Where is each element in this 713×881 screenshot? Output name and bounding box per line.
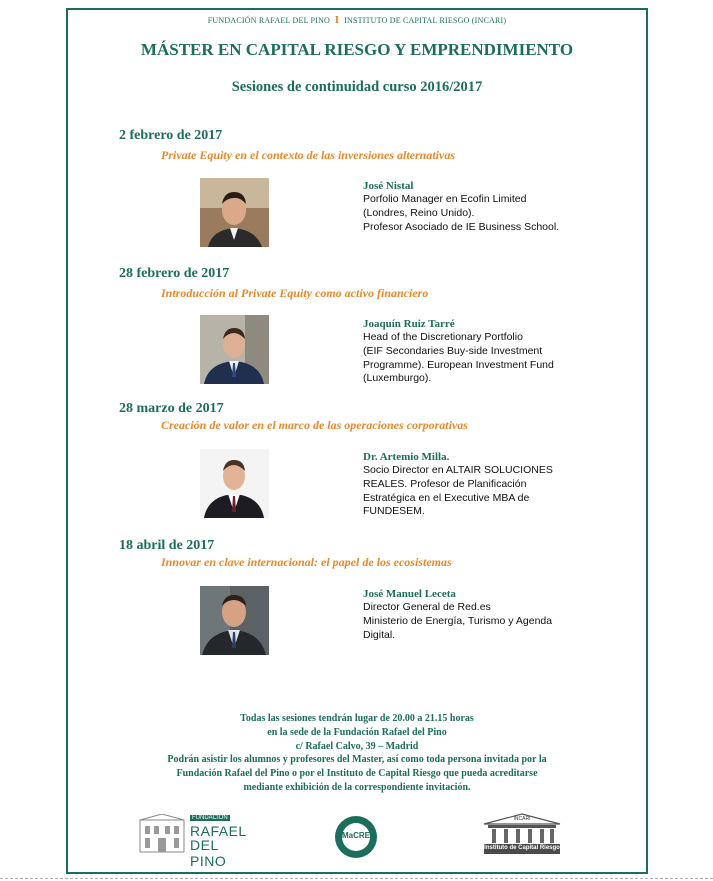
speaker-line: Digital. [363,628,396,641]
speaker-line: Profesor Asociado de IE Business School. [363,220,560,233]
header-left: FUNDACIÓN RAFAEL DEL PINO [207,16,331,25]
session-date: 28 febrero de 2017 [119,266,230,281]
speaker-photo [200,178,269,247]
session-topic: Introducción al Private Equity como activo financiero [161,286,429,300]
page-divider [0,878,713,879]
speaker-line: REALES. Profesor de Planificación [363,477,527,490]
logo-text: RAFAEL [190,823,247,839]
incari-logo [478,812,566,856]
footer-line: Todas las sesiones tendrán lugar de 20.00 a 21.15 horas [240,713,474,724]
footer-line: Fundación Rafael del Pino o por el Instituto de Capital Riesgo que pueda acreditarse [176,768,538,780]
page-title: MÁSTER EN CAPITAL RIESGO Y EMPRENDIMIENTO [140,40,574,59]
footer-line: mediante exhibición de la correspondiente invitación. [243,781,471,793]
header-right: INSTITUTO DE CAPITAL RIESGO (INCARI) [344,16,507,25]
speaker-name: José Manuel Leceta [363,588,456,600]
speaker-info [363,451,623,519]
footer-line: c/ Rafael Calvo, 39 – Madrid [295,740,419,752]
footer-line: en la sede de la Fundación Rafael del Pino [267,726,447,738]
logo-text: FUNDACIÓN [192,815,228,821]
speaker-line: Programme). European Investment Fund [363,358,554,371]
logo-text: INCARI [513,816,531,822]
session-topic: Innovar en clave internacional: el papel de los ecosistemas [161,555,452,569]
fundacion-rafael-del-pino-logo [138,812,253,869]
session-topic: Creación de valor en el marco de las operaciones corporativas [161,418,468,432]
page-subtitle: Sesiones de continuidad curso 2016/2017 [231,79,483,95]
speaker-line: Porfolio Manager en Ecofin Limited [363,193,527,205]
footer-info [68,712,646,795]
speaker-line: (EIF Secondaries Buy-side Investment [363,344,543,357]
session-topic: Private Equity en el contexto de las inversiones alternativas [161,148,455,162]
speaker-line: Head of the Discretionary Portfolio [363,331,523,343]
speaker-info [363,588,623,642]
logo-text: MaCRE [341,831,370,840]
speaker-name: Joaquín Ruiz Tarré [363,318,455,330]
session-date: 2 febrero de 2017 [119,128,223,143]
speaker-info [363,180,623,234]
logo-text: Instituto de Capital Riesgo [484,845,560,851]
speaker-line: FUNDESEM. [363,505,425,518]
speaker-line: Director General de Red.es [363,601,491,613]
speaker-name: Dr. Artemio Milla. [363,451,450,463]
session-date: 28 marzo de 2017 [119,401,224,416]
session-date: 18 abril de 2017 [119,538,215,553]
speaker-line: Ministerio de Energía, Turismo y Agenda [363,614,553,627]
speaker-line: (Londres, Reino Unido). [363,206,475,219]
logo-text: DEL PINO [190,837,227,869]
speaker-photo [200,586,269,655]
speaker-line: Socio Director en ALTAIR SOLUCIONES [363,464,553,476]
speaker-photo [200,315,269,384]
header-line [68,15,646,26]
macre-logo [334,815,378,859]
header-separator: I [335,15,340,26]
speaker-line: Estratégica en el Executive MBA de [363,491,530,504]
speaker-info [363,318,623,386]
speaker-line: (Luxemburgo). [363,372,432,385]
speaker-name: José Nistal [363,180,414,192]
speaker-photo [200,449,269,518]
footer-line: Podrán asistir los alumnos y profesores del Master, así como toda persona invitada por la [167,754,547,766]
